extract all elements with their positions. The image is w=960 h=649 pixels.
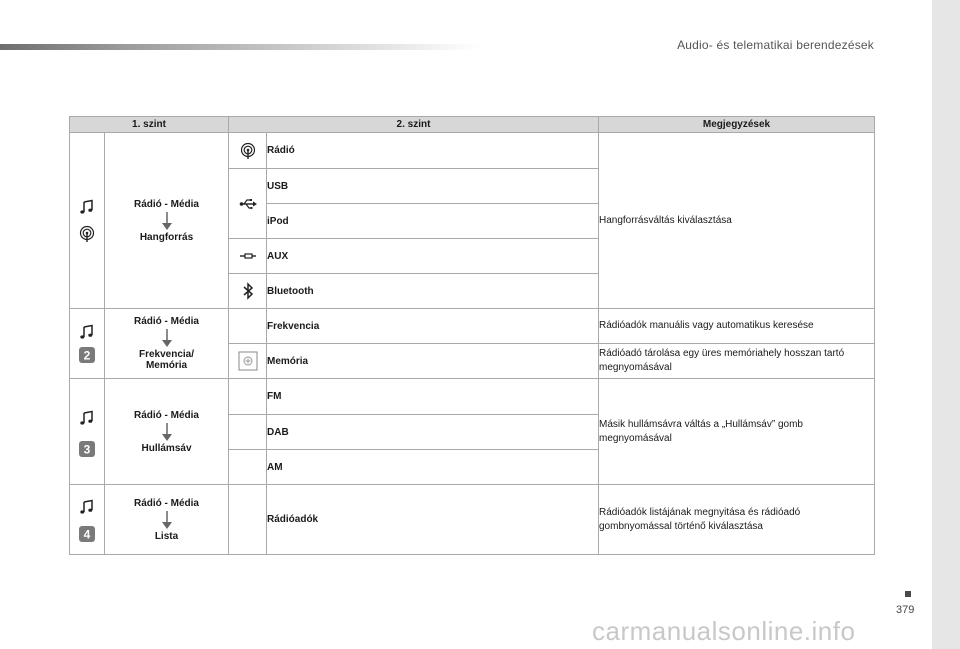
group1-note: Hangforrásváltás kiválasztása — [599, 133, 875, 309]
item-label-fm: FM — [267, 379, 599, 415]
level1-sublabel: Frekvencia/ Memória — [138, 349, 195, 371]
level1-label: Rádió - Média — [133, 409, 199, 421]
svg-text:3: 3 — [83, 442, 91, 457]
header-notes: Megjegyzések — [599, 117, 875, 133]
item-label-frequency: Frekvencia — [267, 309, 599, 344]
item-label-bluetooth: Bluetooth — [267, 274, 599, 309]
aux-icon — [239, 247, 257, 265]
badge-number-4 — [79, 526, 95, 542]
header-level1: 1. szint — [70, 117, 229, 133]
group4-level1 — [105, 485, 229, 555]
level1-sublabel: Lista — [154, 530, 179, 542]
bluetooth-icon — [239, 282, 257, 300]
group4-icons — [70, 485, 105, 555]
item-icon-cell — [229, 485, 267, 555]
item-icon-cell — [229, 274, 267, 309]
item-icon-cell — [229, 450, 267, 485]
table-header-row — [70, 117, 875, 133]
music-note-icon — [78, 198, 96, 216]
arrow-down-icon — [162, 511, 172, 529]
group1-level1 — [105, 133, 229, 309]
badge-number-2 — [79, 347, 95, 363]
svg-text:4: 4 — [83, 527, 91, 541]
item-label-stations: Rádióadók — [267, 485, 599, 555]
item-icon-cell — [229, 133, 267, 169]
item-label-radio: Rádió — [267, 133, 599, 169]
watermark-text: carmanualsonline.info — [592, 616, 856, 646]
item-label-am: AM — [267, 450, 599, 485]
group4-note: Rádióadók listájának megnyitása és rádióadó gombnyomással történő kiválasztása — [599, 485, 875, 555]
arrow-down-icon — [162, 212, 172, 230]
svg-text:2: 2 — [83, 348, 91, 362]
item-label-aux: AUX — [267, 239, 599, 274]
music-note-icon — [78, 323, 96, 341]
note-memory: Rádióadó tárolása egy üres memóriahely hosszan tartó megnyomásával — [599, 344, 875, 379]
radio-wave-icon — [239, 142, 257, 160]
page-number: 379 — [896, 604, 915, 616]
level1-label: Rádió - Média — [133, 198, 199, 210]
item-icon-cell — [229, 309, 267, 344]
group2-level1 — [105, 309, 229, 379]
group1-icons — [70, 133, 105, 309]
radio-wave-icon — [78, 225, 96, 243]
page-marker — [905, 591, 911, 597]
table-row — [70, 133, 875, 169]
note-frequency: Rádióadók manuális vagy automatikus keresése — [599, 309, 875, 344]
arrow-down-icon — [162, 423, 172, 441]
arrow-down-icon — [162, 329, 172, 347]
music-note-icon — [78, 409, 96, 427]
music-note-icon — [78, 498, 96, 516]
badge-number-3 — [79, 441, 95, 457]
level1-label: Rádió - Média — [133, 497, 199, 509]
item-label-usb: USB — [267, 169, 599, 204]
group3-level1 — [105, 379, 229, 485]
header-level2: 2. szint — [229, 117, 599, 133]
item-label-memory: Memória — [267, 344, 599, 379]
page-header-title: Audio- és telematikai berendezések — [677, 38, 874, 52]
level1-label: Rádió - Média — [133, 316, 199, 327]
memory-add-icon — [238, 351, 258, 371]
item-icon-cell — [229, 169, 267, 239]
level1-sublabel: Hangforrás — [139, 231, 194, 243]
item-label-dab: DAB — [267, 415, 599, 450]
group2-icons — [70, 309, 105, 379]
table-row — [70, 379, 875, 415]
table-row — [70, 309, 875, 344]
table-row — [70, 485, 875, 555]
side-strip — [932, 0, 960, 649]
item-icon-cell — [229, 415, 267, 450]
menu-table — [69, 116, 875, 555]
group3-note: Másik hullámsávra váltás a „Hullámsáv” gomb megnyomásával — [599, 379, 875, 485]
item-label-ipod: iPod — [267, 204, 599, 239]
usb-icon — [239, 195, 257, 213]
header-gradient-bar — [0, 44, 480, 50]
level1-sublabel: Hullámsáv — [141, 442, 192, 454]
item-icon-cell — [229, 379, 267, 415]
item-icon-cell — [229, 239, 267, 274]
group3-icons — [70, 379, 105, 485]
item-icon-cell — [229, 344, 267, 379]
